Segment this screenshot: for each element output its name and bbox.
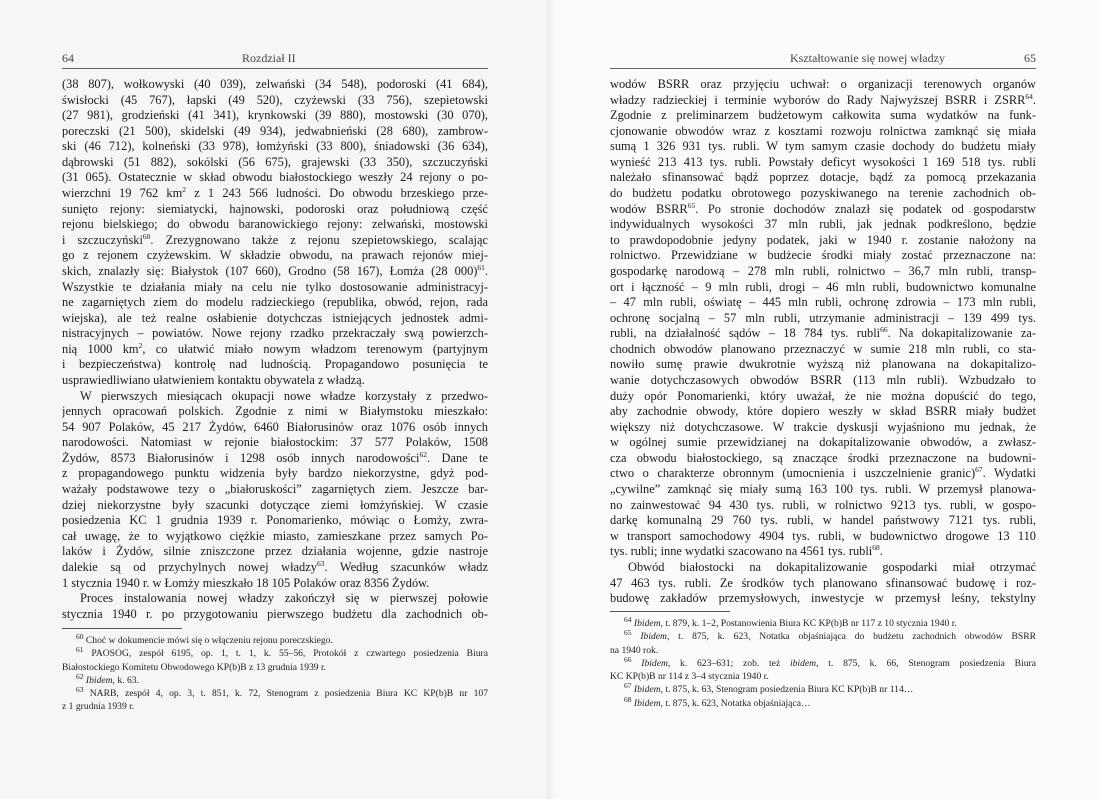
text-line: ort i łączność – 9 mln rubli, drogi – 46 mln rubli, budownictwo komunalne (610, 279, 1036, 294)
text-line: cał uwagę, że to wyjątkowo ciężkie miasto, zamieszkane przez samych Po- (62, 528, 488, 543)
footnote-line: $^{67}$ Ibidem, t. 875, k. 63, Stenogram posiedzenia Biura KC KP(b)B nr 114… (624, 681, 914, 696)
text-line: wanie dotychczasowych obwodów BSRR (113 mln rubli). Wzbudzało to (610, 372, 1036, 387)
footnote-line: $^{65}$ Ibidem, t. 875, k. 623, Notatka objaśniająca do budżetu zachodnich obwodów BSRR (624, 628, 1036, 643)
text-line: Wszystkie te działania miały na celu nie tylko dostosowanie administracyj- (62, 279, 488, 294)
text-line: „cywilne” zamknąć się miały sumą 163 100 tys. rubli. W przemysł planowa- (610, 482, 1036, 497)
footnote-line: $^{64}$ Ibidem, t. 879, k. 1–2, Postanowienia Biura KC KP(b)B nr 117 z 10 stycznia 1940 r. (624, 614, 957, 629)
text-line: wynieść 213 413 tys. rubli. Powstały deficyt wysokości 1 169 518 tys. rubli (610, 154, 1036, 169)
text-line: indywidualnych wysokości 37 mln rubli, jak jednak podkreślono, będzie (610, 217, 1036, 232)
text-line: Żydów, 8573 Białorusinów i 1298 osób innych narodowości$^{62}$. Dane te (62, 450, 488, 465)
text-line: ne zagarniętych ziem do modelu radzieckiego (republika, obwód, rejon, rada (62, 295, 488, 310)
text-line: wodów BSRR$^{65}$. Po stronie dochodów znalazł się podatek od gospodarstw (610, 201, 1036, 216)
text-line: no zainwestować 94 430 tys. rubli, w rolnictwo 9213 tys. rubli, w gospo- (610, 497, 1036, 512)
text-line: nią 1000 $km^2$, co ułatwić miało nowym władzom terenowym (partyjnym (62, 341, 488, 356)
text-line: darkę komunalną 29 760 tys. rubli, w handel państwowy 7121 tys. rubli, (610, 513, 1036, 528)
text-line: skich, znalazły się: Białystok (107 660), Grodno (58 167), Łomża (28 000)$^{61}$. (62, 263, 488, 278)
footnote-ref[interactable]: 67 (975, 466, 983, 475)
text-line: i szczuczyński$^{60}$. Zrezygnowano także z rejonu szepietowskiego, scalając (62, 232, 488, 247)
header-rule-left (62, 68, 488, 69)
book-gutter (544, 0, 556, 799)
footnote-number: 64 (624, 614, 632, 624)
footnote-ref[interactable]: 2 (138, 341, 143, 350)
header-rule-right (610, 68, 1036, 69)
text-line: (31 065). Ostatecznie w skład obwodu białostockiego weszły 24 rejony o po- (62, 170, 488, 185)
text-line: rejonu bielskiego; do obwodu baranowickiego rejony: zelwański, mostowski (62, 217, 488, 232)
text-line: należało sfinansować bądź poprzez dotacje, bądź za pomocą przekazania (610, 170, 1036, 185)
footnote-line: $^{66}$ Ibidem, k. 623–631; zob. też ibidem, t. 875, k. 66, Stenogram posiedzenia Biura (624, 654, 1036, 669)
text-line: aby zachodnie obwody, które dopiero weszły w skład BSRR miały budżet (610, 404, 1036, 419)
text-line: dąbrowski (51 882), sokólski (56 675), grajewski (33 350), szczuczyński (62, 154, 488, 169)
text-line: sunięto rejony: siemiatycki, hajnowski, podoroski oraz południową część (62, 201, 488, 216)
text-line: wiejska), ale też realne osłabienie dotychczas istniejących jednostek admi- (62, 310, 488, 325)
footnote-line: $^{61}$ PAOSOG, zespół 6195, op. 1, t. 1, k. 55–56, Protokół z czwartego posiedzenia Biura (76, 645, 488, 660)
footnote-ref[interactable]: 64 (1025, 92, 1033, 101)
text-line: (27 981), grodzieński (41 341), krynkowski (39 880), mostowski (30 070), (62, 108, 488, 123)
text-line: poreczski (21 500), skidelski (49 934), jedwabnieński (28 680), zambrow- (62, 123, 488, 138)
text-line: do budżetu podatku obrotowego pozyskiwanego na terenie zachodnich ob- (610, 186, 1036, 201)
footnote-line: KC KP(b)B nr 114 z 3–4 stycznia 1940 r. (610, 671, 769, 683)
left-header (62, 50, 468, 66)
page-number-right: 65 (1024, 51, 1036, 65)
footnote-rule-right (610, 611, 730, 612)
footnote-line: $^{62}$ Ibidem, k. 63. (76, 671, 139, 686)
text-line: tys. rubli; inne wydatki szacowano na 4561 tys. rubli$^{68}$. (610, 544, 883, 559)
footnote-line: na 1940 rok. (610, 644, 659, 656)
text-line: to prawdopodobnie jedyny podatek, jaki w 1940 r. zostanie nałożony na (610, 232, 1036, 247)
footnote-line: $^{63}$ NARB, zespół 4, op. 3, t. 851, k. 72, Stenogram z posiedzenia Biura KC KP(b)B nr 107 (76, 685, 489, 700)
left-footnotes (62, 631, 489, 714)
text-line: i bezpieczeństwa) kontrolę nad ludnością. Propagandowo posunięcia te (62, 357, 488, 372)
text-line: jennych opracowań polskich. Zgodnie z nimi w Białymstoku mieszkało: (62, 404, 488, 419)
footnote-number: 60 (76, 631, 84, 641)
running-head-right: Kształtowanie się nowej władzy (790, 51, 945, 65)
footnote-number: 66 (624, 654, 632, 664)
text-line: świsłocki (45 767), łapski (49 520), czyżewski (33 756), szepietowski (62, 92, 488, 107)
text-line: nistracyjnych – powiatów. Nowe rejony rzadko przekraczały swą powierzch- (62, 326, 488, 341)
text-line: go z rejonem czyżewskim. W składzie obwodu, na prawach rejonów miej- (62, 248, 488, 263)
right-page (550, 0, 1100, 799)
text-line: – 47 mln rubli, oświatę – 445 mln rubli, ochronę zdrowia – 173 mln rubli, (610, 295, 1036, 310)
text-line: wierzchni 19 762 $km^2$ z 1 243 566 ludności. Do obwodu brzeskiego prze- (62, 186, 488, 201)
footnote-number: 61 (76, 645, 84, 655)
text-line: w ogólnej sumie przewidzianej na dokapitalizowanie obwodów, a zwłasz- (610, 435, 1036, 450)
text-line: W pierwszych miesiącach okupacji nowe władze korzystały z przedwo- (80, 388, 488, 403)
text-line: laków i Żydów, silnie zniszczone przez działania wojenne, gdzie nastroje (62, 544, 488, 559)
footnote-number: 62 (76, 671, 84, 681)
text-line: 54 907 Polaków, 45 217 Żydów, 6460 Białorusinów oraz 1076 osób innych (62, 419, 488, 434)
text-line: usprawiedliwiano ułatwieniem kontaktu obywatela z władzą. (62, 372, 365, 387)
page-number-left: 64 (62, 51, 74, 65)
text-line: posiedzenia KC 1 grudnia 1939 r. Ponomarienko, mówiąc o Łomży, zwra- (62, 513, 488, 528)
footnote-number: 68 (624, 694, 632, 704)
text-line: dalekie są od przychylnych nowej władzy$^{63}$. Według szacunków władz (62, 559, 488, 574)
footnote-ref[interactable]: 61 (477, 263, 485, 272)
text-line: większy niż dotychczasowe. W trakcie dyskusji wyjaśniono mu jednak, że (610, 419, 1036, 434)
text-line: Obwód białostocki na dokapitalizowanie gospodarki miał otrzymać (628, 559, 1036, 574)
text-line: cza obwodu białostockiego, są znaczące środki przeznaczone na budowni- (610, 450, 1036, 465)
footnote-ref[interactable]: 66 (880, 326, 888, 335)
text-line: dziej niekorzystne były szacunki dotyczące ziemi łomżyńskiej. W czasie (62, 497, 488, 512)
footnote-line: z 1 grudnia 1939 r. (62, 701, 135, 713)
text-line: sumą 1 326 931 tys. rubli. W tym samym czasie dochody do budżetu miały (610, 139, 1036, 154)
footnote-ref[interactable]: 63 (316, 559, 325, 568)
running-head-left: Rozdział II (242, 51, 296, 65)
text-line: Proces instalowania nowej władzy zakończył się w pierwszej połowie (80, 591, 488, 606)
text-line: duży opór Ponomarienki, który uważał, że nie można dopuścić do tego, (610, 388, 1036, 403)
text-line: (38 807), wołkowyski (40 039), zelwański (34 548), podoroski (41 684), (62, 77, 488, 91)
text-line: z propagandowego punktu widzenia były bardzo niekorzystne, gdyż pod- (62, 466, 488, 481)
footnote-ref[interactable]: 2 (182, 186, 187, 194)
text-line: gospodarkę narodową – 278 mln rubli, rolnictwo – 36,7 mln rubli, transp- (610, 263, 1036, 278)
footnote-line: Białostockiego Komitetu Obwodowego KP(b)B z 13 grudnia 1939 r. (62, 661, 327, 673)
footnote-rule-left (62, 628, 182, 629)
text-line: ważały podstawowe tezy o „białoruskości” zagarniętych ziem. Jeszcze bar- (62, 482, 488, 497)
text-line: narodowości. Natomiast w rejonie białostockim: 37 577 Polaków, 1508 (62, 435, 488, 450)
text-line: ski (46 712), kolneński (33 978), łomżyński (33 800), śniadowski (36 634), (62, 139, 488, 154)
footnote-number: 67 (624, 681, 632, 691)
right-header (610, 50, 1036, 66)
text-line: wodów BSRR oraz przyjęciu uchwał: o organizacji terenowych organów (610, 77, 1036, 91)
footnote-ref[interactable]: 62 (419, 450, 427, 459)
text-line: budowę zakładów przemysłowych, inwestycje w przemysł leśny, tekstylny (610, 591, 1036, 606)
footnote-line: $^{60}$ Choć w dokumencie mówi się o włączeniu rejonu poreczskiego. (76, 631, 333, 646)
text-line: stycznia 1940 r. po przygotowaniu pierwszego budżetu dla zachodnich ob- (62, 606, 488, 621)
footnote-number: 63 (76, 685, 84, 694)
footnote-line: $^{68}$ Ibidem, t. 875, k. 623, Notatka objaśniająca… (624, 694, 811, 709)
footnote-ref[interactable]: 60 (142, 232, 151, 241)
footnote-ref[interactable]: 65 (687, 201, 696, 210)
text-line: rubli, na działalność sądów – 18 784 tys. rubli$^{66}$. Na dokapitalizowanie za- (610, 326, 1036, 341)
text-line: ochronę socjalną – 57 mln rubli, utrzymanie administracji – 139 499 tys. (610, 310, 1036, 325)
text-line: Zgodnie z preliminarzem budżetowym całkowita suma wydatków na funk- (610, 108, 1036, 123)
text-line: władzy radzieckiej i terminie wyborów do Rady Najwyższej BSRR i ZSRR$^{64}$. (610, 92, 1036, 107)
text-line: w transport samochodowy 4904 tys. rubli, w budownictwo drogowe 13 110 (610, 528, 1036, 543)
text-line: rolnictwo. Przewidziane w budżecie środki miały zostać przeznaczone na: (610, 248, 1036, 263)
text-line: 47 463 tys. rubli. Ze środków tych planowano sfinansować budowę i roz- (610, 575, 1036, 590)
text-line: nowiło sumę prawie dwukrotnie wyższą niż planowana na dokapitalizo- (610, 357, 1036, 372)
text-line: 1 stycznia 1940 r. w Łomży mieszkało 18 105 Polaków oraz 8356 Żydów. (62, 575, 430, 590)
footnote-number: 65 (624, 628, 632, 638)
text-line: chodnich obwodów planowano przeznaczyć w sumie 218 mln rubli, co sta- (610, 341, 1036, 356)
right-footnotes (610, 614, 1036, 710)
text-line: cjonowanie obwodów wraz z kosztami rozwoju rolnictwa zamknąć się miała (610, 123, 1036, 138)
text-line: ctwo o charakterze obronnym (umocnienia i uszczelnienie granic)$^{67}$. Wydatki (610, 466, 1036, 481)
right-body-text (610, 77, 1036, 607)
left-body-text (62, 77, 488, 622)
footnote-ref[interactable]: 68 (872, 544, 880, 553)
